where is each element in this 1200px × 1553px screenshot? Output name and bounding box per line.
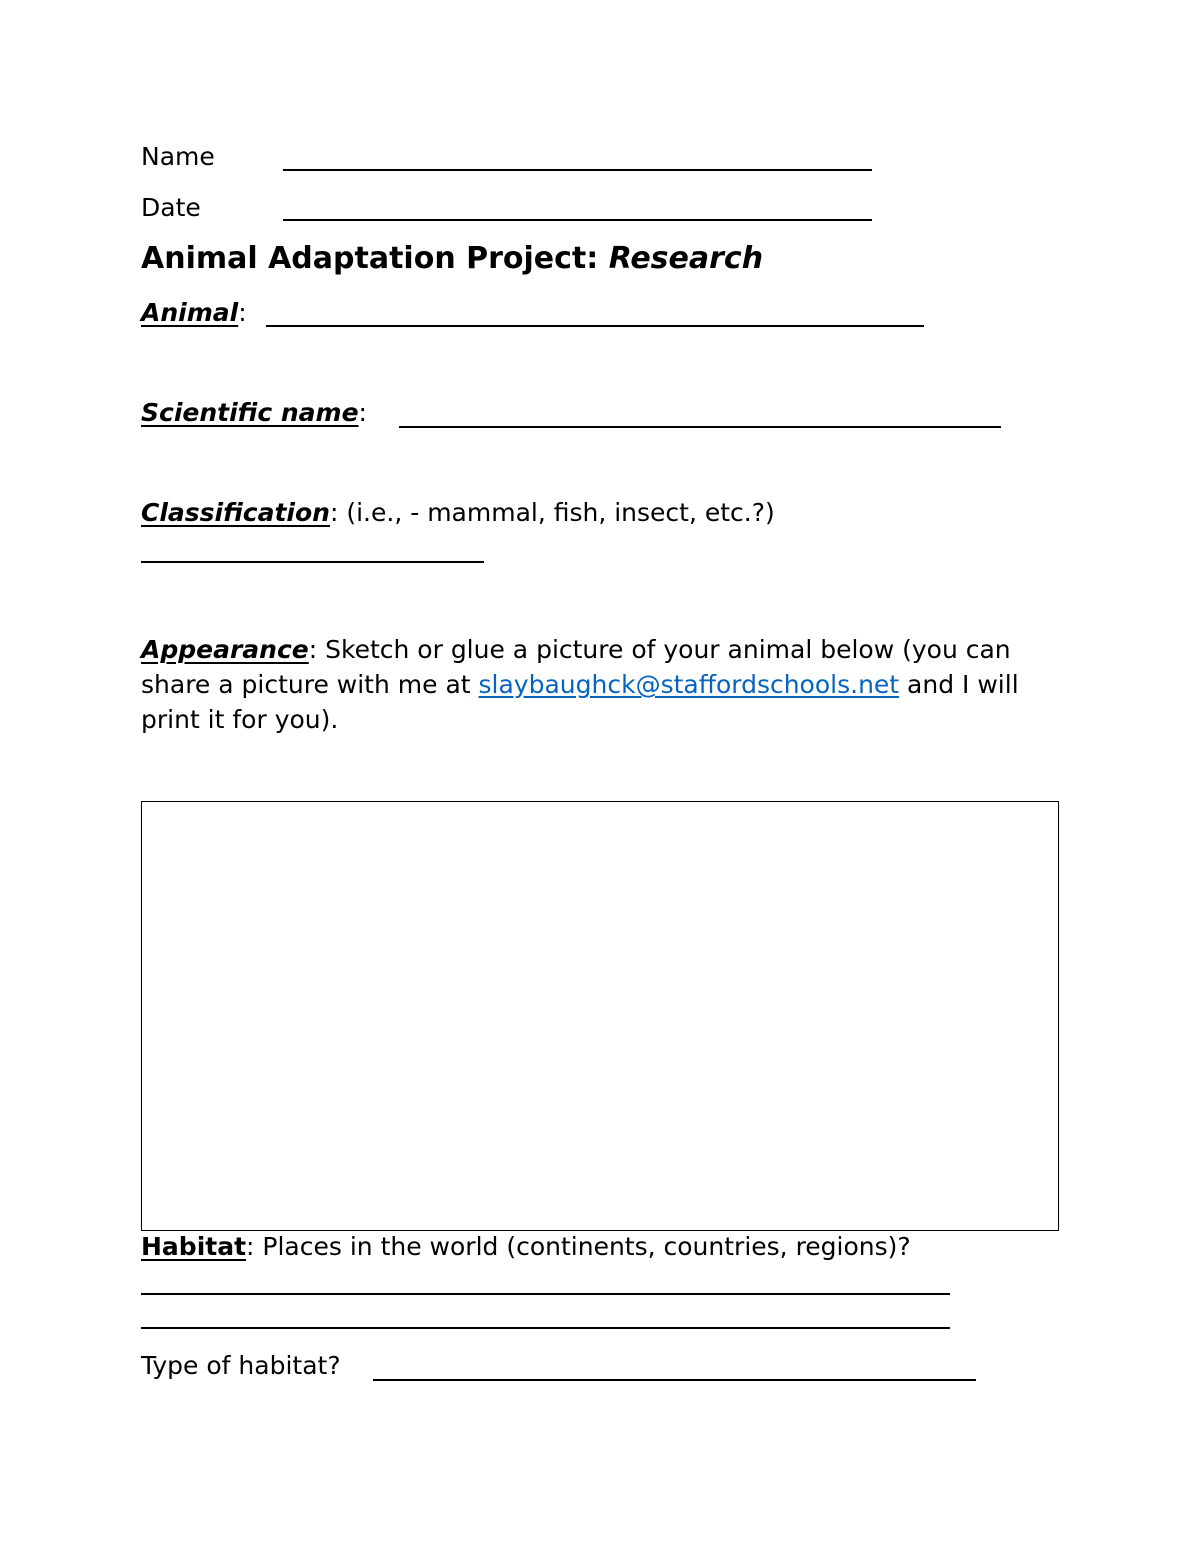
name-label: Name [141,142,215,171]
page-title-italic: Research [608,241,764,276]
scientific-name-colon: : [358,398,367,427]
habitat-question: : Places in the world (continents, countries, regions)? [246,1232,911,1261]
animal-blank-line[interactable] [266,325,924,327]
scientific-name-blank-line[interactable] [399,426,1001,428]
habitat-type-blank-line[interactable] [373,1379,976,1381]
email-link[interactable]: slaybaughck@staffordschools.net [478,670,900,699]
habitat-type-label: Type of habitat? [141,1351,341,1380]
appearance-text-before: : Sketch or glue a picture of your animal below (you can share a picture with me at [141,635,1011,699]
habitat-blank-line-2[interactable] [141,1327,950,1329]
animal-label: Animal [141,298,239,327]
classification-blank-line[interactable] [141,561,484,563]
page-title-main: Animal Adaptation Project: [141,241,609,276]
date-blank-line[interactable] [283,219,872,221]
classification-field [141,498,775,527]
appearance-label: Appearance [141,635,309,664]
habitat-blank-line-1[interactable] [141,1293,950,1295]
animal-field [141,298,247,327]
page-title [141,241,763,276]
habitat-label: Habitat [141,1232,247,1261]
date-label: Date [141,193,201,222]
scientific-name-label: Scientific name [141,398,359,427]
animal-colon: : [238,298,247,327]
picture-box[interactable] [141,801,1059,1231]
name-blank-line[interactable] [283,169,872,171]
appearance-text-after: and I will print it for you). [141,670,1019,734]
scientific-name-field [141,398,367,427]
appearance-paragraph [141,632,1081,737]
habitat-field [141,1232,911,1261]
classification-hint: : (i.e., - mammal, fish, insect, etc.?) [329,498,775,527]
classification-label: Classification [141,498,330,527]
